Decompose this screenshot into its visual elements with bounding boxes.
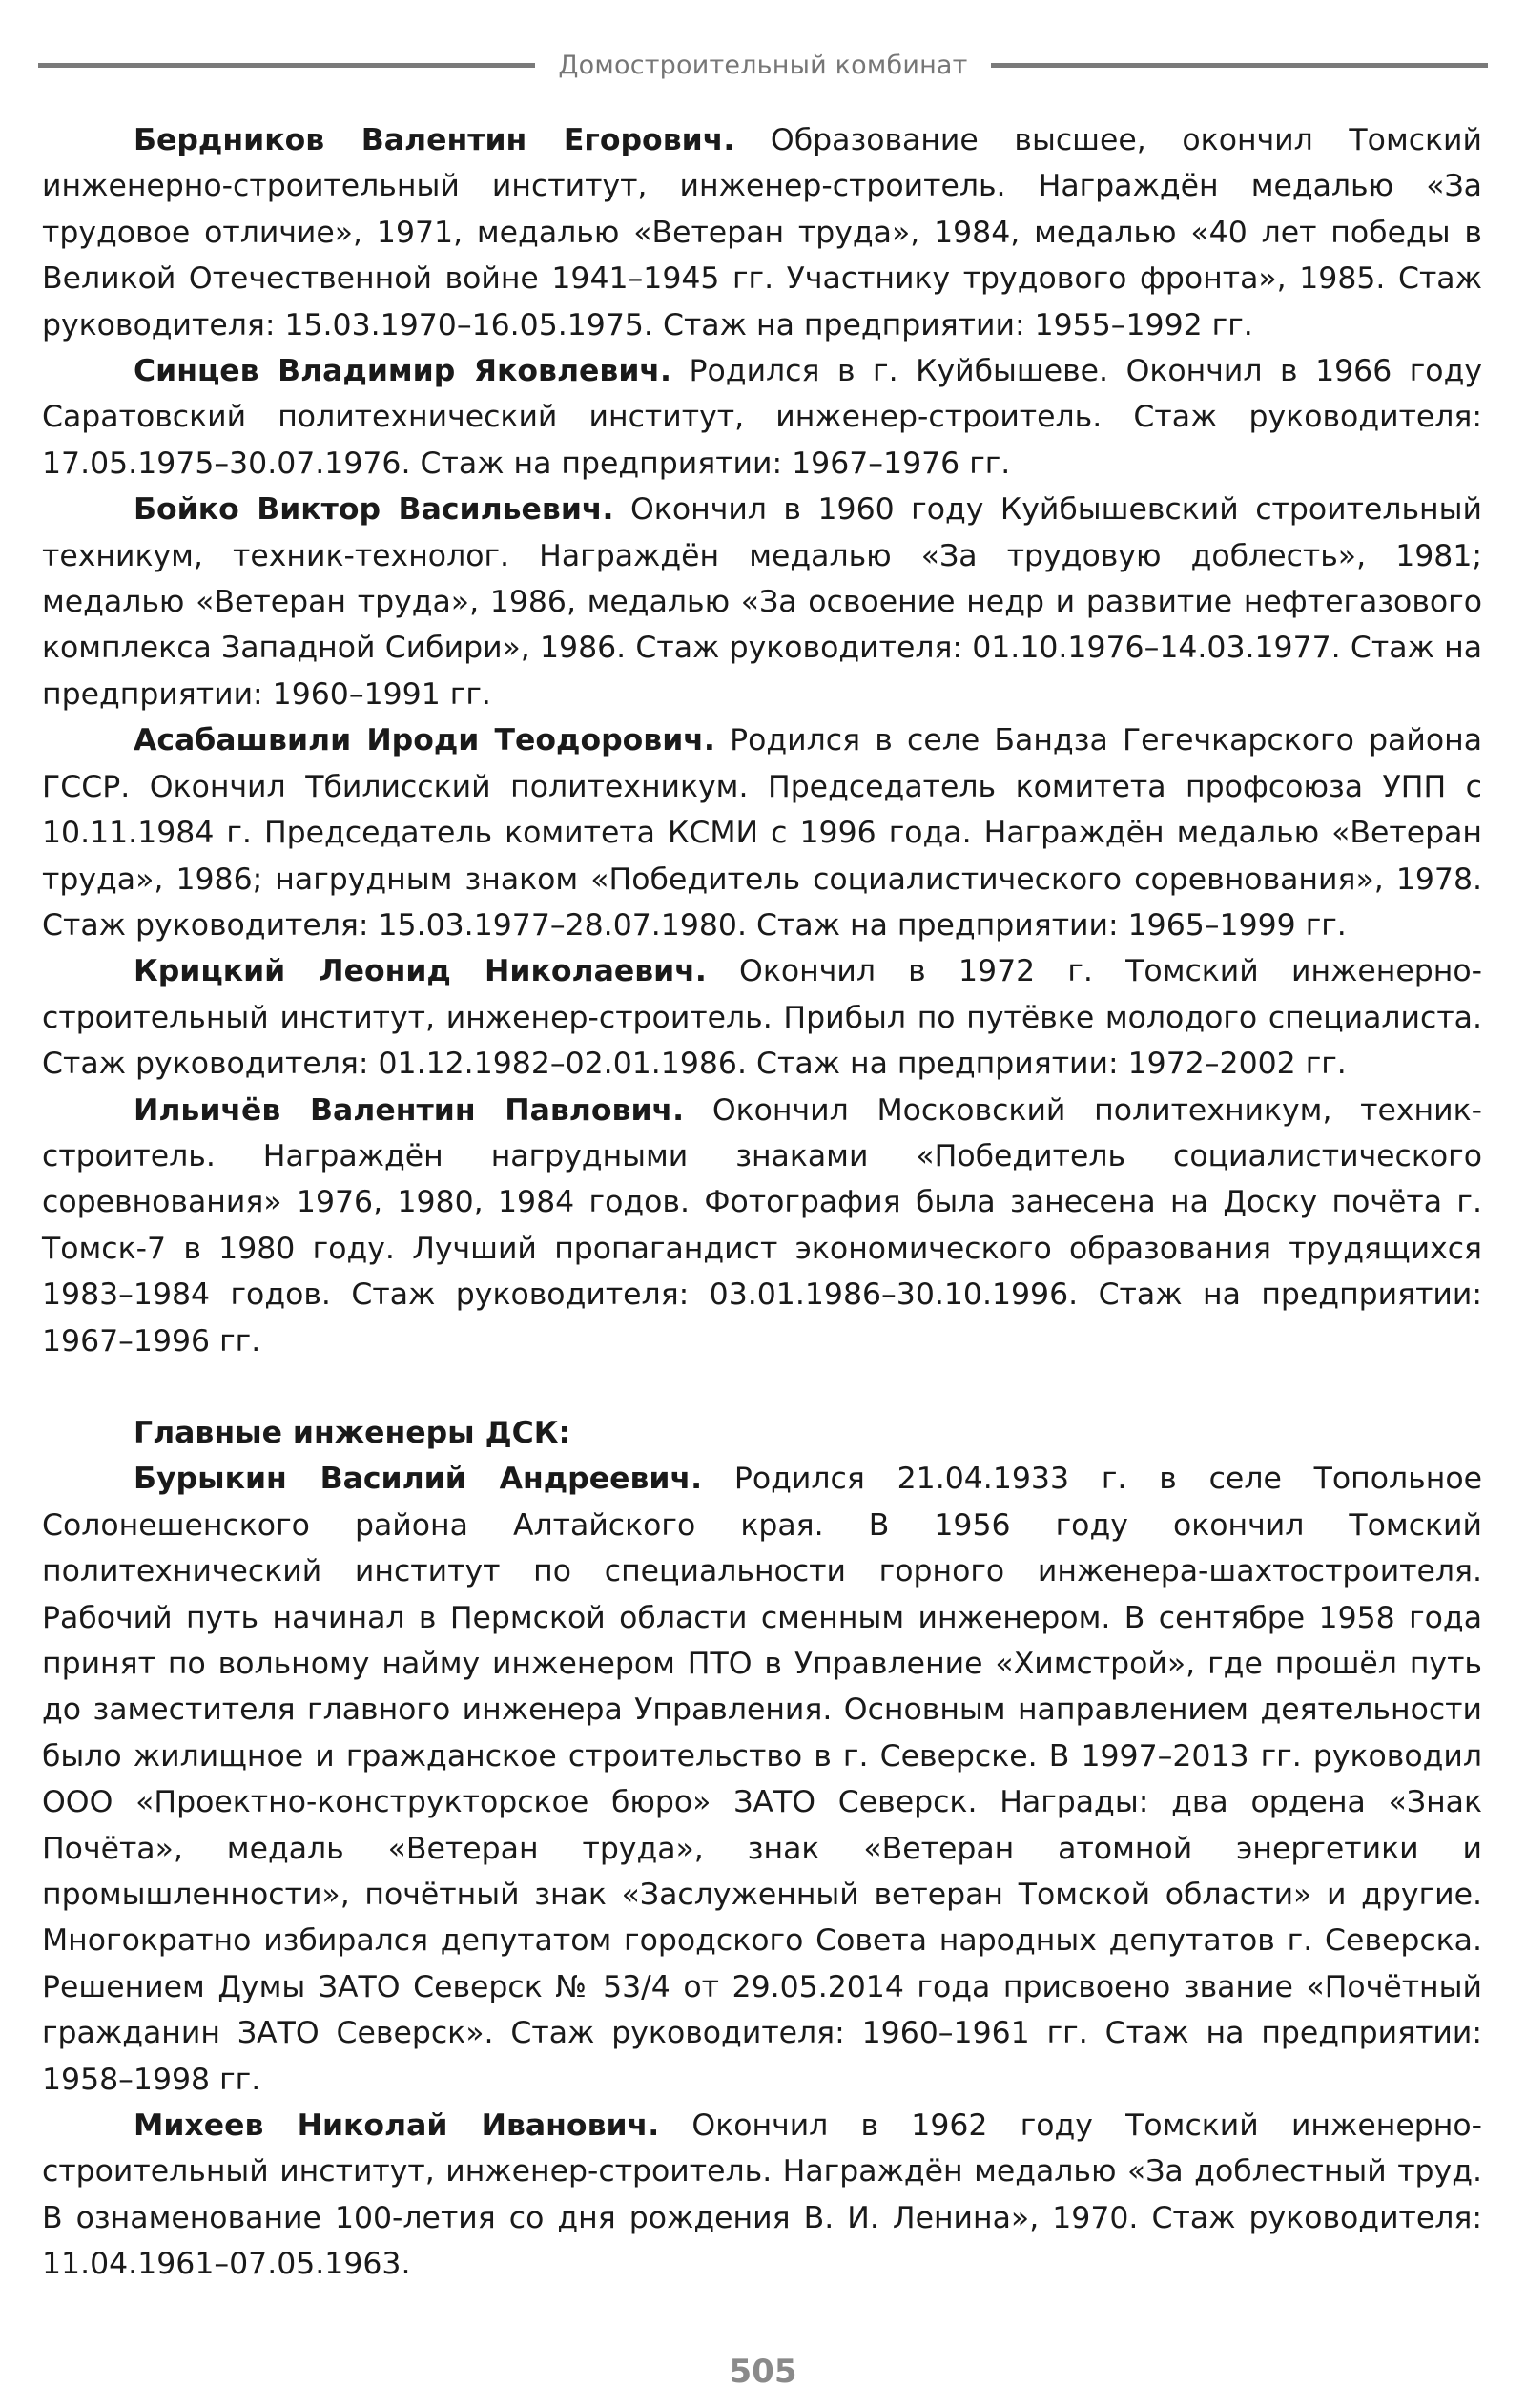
- bio-paragraph: [42, 487, 1482, 717]
- bio-paragraph: [42, 117, 1482, 348]
- person-name: Ильичёв Валентин Павлович.: [134, 1092, 685, 1128]
- header-rule-left: [38, 63, 535, 68]
- bio-text: Окончил в 1972 г. Томский инженерно-строительный институт, инженер-строитель. Прибыл по путёвке молодого специалиста. Стаж руководителя: 01.12.1982–02.01.1986. Стаж на предприятии: 1972–2002 гг.: [42, 954, 1483, 1082]
- person-name: Бердников Валентин Егорович.: [134, 123, 735, 157]
- person-name: Бойко Виктор Васильевич.: [134, 492, 614, 528]
- bio-text: Родился 21.04.1933 г. в селе Топольное Солонешенского района Алтайского края. В 1956 году окончил Томский политехнический институт по специальности горного инженера-шахтостроителя. Рабочий путь начинал в Пермской области сменным инженером. В сентябре 1958 года принят по вольному найму инженером ПТО в Управление «Химстрой», где прошёл путь до заместителя главного инженера Управления. Основным направлением деятельности было жилищное и гражданское строительство в г. Северске. В 1997–2013 гг. руководил ООО «Проектно-конструкторское бюро» ЗАТО Северск. Награды: два ордена «Знак Почёта», медаль «Ветеран труда», знак «Ветеран атомной энергетики и промышленности», почётный знак «Заслуженный ветеран Томской области» и другие. Многократно избирался депутатом городского Совета народных депутатов г. Северска. Решением Думы ЗАТО Северск № 53/4 от 29.05.2014 года присвоено звание «Почётный гражданин ЗАТО Северск». Стаж руководителя: 1960–1961 гг. Стаж на предприятии: 1958–1998 гг.: [42, 1462, 1482, 2097]
- bio-text: Окончил Московский политехникум, техник-строитель. Награждён нагрудными знаками «Победитель социалистического соревнования» 1976, 1980, 1984 годов. Фотография была занесена на Доску почёта г. Томск-7 в 1980 году. Лучший пропагандист экономического образования трудящихся 1983–1984 годов. Стаж руководителя: 03.01.1986–30.10.1996. Стаж на предприятии: 1967–1996 гг.: [42, 1092, 1483, 1359]
- section-heading-chief-engineers: Главные инженеры ДСК:: [134, 1415, 571, 1450]
- person-name: Асабашвили Ироди Теодорович.: [134, 723, 715, 758]
- person-name: Синцев Владимир Яковлевич.: [134, 354, 671, 389]
- bio-text: Родился в селе Бандза Гегечкарского района ГССР. Окончил Тбилисский политехникум. Председатель комитета профсоюза УПП с 10.11.1984 г. Председатель комитета КСМИ с 1996 года. Награждён медалью «Ветеран труда», 1986; нагрудным знаком «Победитель социалистического соревнования», 1978. Стаж руководителя: 15.03.1977–28.07.1980. Стаж на предприятии: 1965–1999 гг.: [42, 723, 1483, 943]
- bio-paragraph: [42, 1088, 1482, 1364]
- bio-paragraph: [42, 1456, 1482, 2103]
- bio-text: Окончил в 1962 году Томский инженерно-строительный институт, инженер-строитель. Награждён медалью «За доблестный труд. В ознаменование 100-летия со дня рождения В. И. Ленина», 1970. Стаж руководителя: 11.04.1961–07.05.1963.: [42, 2108, 1482, 2282]
- header-rule-right: [991, 63, 1488, 68]
- bio-text: Родился в г. Куйбышеве. Окончил в 1966 году Саратовский политехнический институт, инженер-строитель. Стаж руководителя: 17.05.1975–30.07.1976. Стаж на предприятии: 1967–1976 гг.: [42, 354, 1482, 481]
- bio-paragraph: [42, 948, 1482, 1087]
- page-body: [42, 117, 1482, 2288]
- person-name: Крицкий Леонид Николаевич.: [134, 954, 707, 989]
- running-header: [38, 46, 1488, 84]
- person-name: Бурыкин Василий Андреевич.: [134, 1462, 703, 1497]
- header-title: Домостроительный комбинат: [558, 50, 968, 80]
- bio-text: Образование высшее, окончил Томский инженерно-строительный институт, инженер-строитель. Награждён медалью «За трудовое отличие», 1971, медалью «Ветеран труда», 1984, медалью «40 лет победы в Великой Отечественной войне 1941–1945 гг. Участнику трудового фронта», 1985. Стаж руководителя: 15.03.1970–16.05.1975. Стаж на предприятии: 1955–1992 гг.: [42, 123, 1482, 343]
- bio-paragraph: [42, 717, 1482, 948]
- page-number: 505: [729, 2353, 797, 2391]
- bio-paragraph: [42, 348, 1482, 487]
- bio-text: Окончил в 1960 году Куйбышевский строительный техникум, техник-технолог. Награждён медалью «За трудовую доблесть», 1981; медалью «Ветеран труда», 1986, медалью «За освоение недр и развитие нефтегазового комплекса Западной Сибири», 1986. Стаж руководителя: 01.10.1976–14.03.1977. Стаж на предприятии: 1960–1991 гг.: [42, 492, 1482, 712]
- bio-paragraph: [42, 2103, 1482, 2288]
- person-name: Михеев Николай Иванович.: [134, 2108, 660, 2144]
